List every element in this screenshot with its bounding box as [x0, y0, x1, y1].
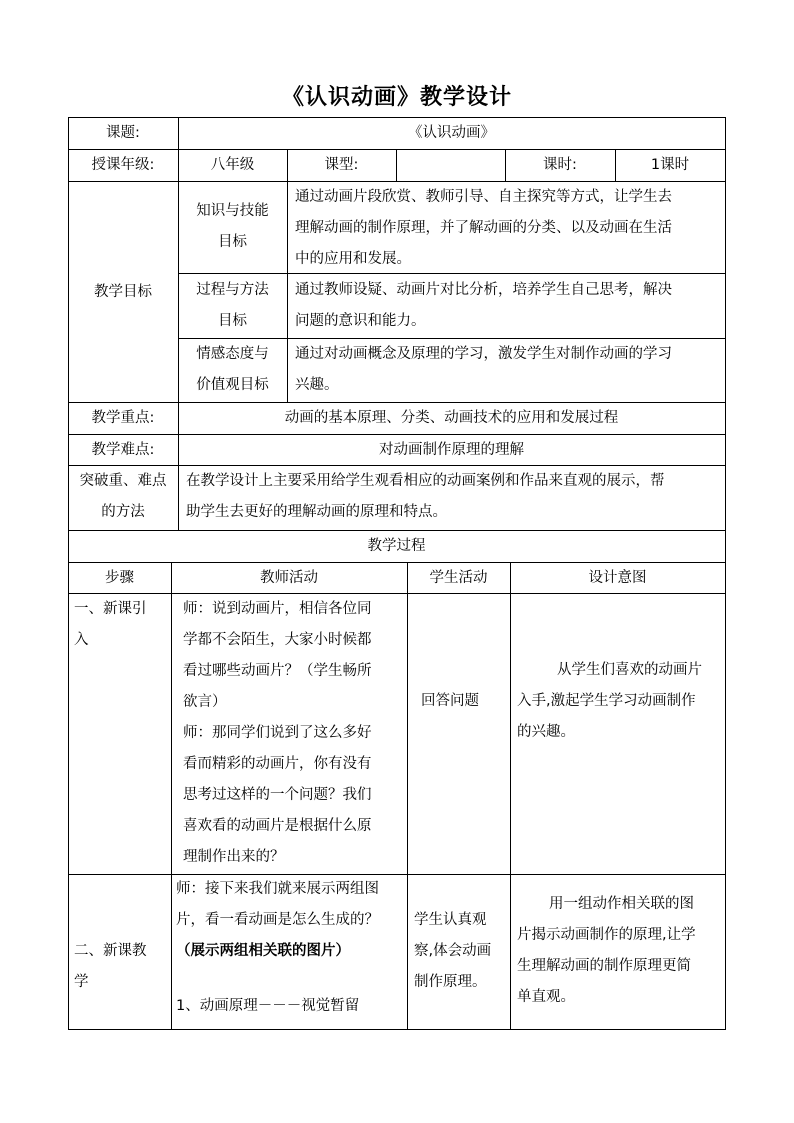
step2-design-intent	[517, 889, 725, 1013]
difficulties-label: 教学难点:	[91, 442, 155, 458]
goal-knowledge-text	[295, 182, 725, 275]
goal-knowledge-line: 理解动画的制作原理，并了解动画的分类、以及动画在生活	[295, 220, 672, 236]
key-points-value: 动画的基本原理、分类、动画技术的应用和发展过程	[284, 410, 619, 426]
hours-label: 课时:	[543, 157, 577, 173]
step1-teacher-line: 喜欢看的动画片是根据什么原	[183, 818, 372, 834]
step1-teacher-line: 看过哪些动画片？（学生畅所	[183, 663, 372, 679]
step1-teacher-line: 师：说到动画片，相信各位同	[183, 601, 372, 617]
goal-process-label-line: 目标	[218, 313, 247, 329]
goal-emotion-line: 通过对动画概念及原理的学习，激发学生对制作动画的学习	[295, 346, 672, 362]
column-header-teacher: 教师活动	[260, 570, 318, 586]
document-title: 《认识动画》教学设计	[281, 85, 512, 110]
step2-teacher-activity	[176, 874, 407, 1022]
hours-value: 1课时	[650, 157, 690, 173]
step2-intent-line: 片揭示动画制作的原理,让学	[517, 927, 696, 943]
step2-name	[74, 936, 171, 998]
step2-intent-line: 单直观。	[517, 989, 575, 1005]
step1-student-activity: 回答问题	[421, 693, 479, 709]
type-label: 课型:	[324, 157, 359, 173]
step2-student-activity	[414, 905, 510, 998]
goal-process-line: 通过教师设疑、动画片对比分析，培养学生自己思考，解决	[295, 282, 672, 298]
step2-intent-line: 生理解动画的制作原理更简	[517, 958, 691, 974]
step1-teacher-line: 思考过这样的一个问题？我们	[183, 787, 372, 803]
step2-intent-line: 用一组动作相关联的图	[549, 896, 694, 912]
step1-teacher-line: 师：那同学们说到了这么多好	[183, 725, 372, 741]
step1-teacher-activity	[183, 594, 407, 873]
step1-name-line: 入	[74, 632, 89, 648]
goal-knowledge-label-line: 目标	[218, 234, 247, 250]
method-line: 在教学设计上主要采用给学生观看相应的动画案例和作品来直观的展示，帮	[186, 473, 665, 489]
grade-label: 授课年级:	[91, 157, 155, 173]
step1-teacher-line: 欲言）	[183, 694, 227, 710]
goal-emotion-text	[295, 339, 725, 401]
grade-value: 八年级	[210, 157, 255, 173]
step1-name-line: 一、新课引	[74, 601, 147, 617]
step2-name-line: 二、新课教	[74, 943, 147, 959]
step1-teacher-line: 学都不会陌生，大家小时候都	[183, 632, 372, 648]
column-header-student: 学生活动	[429, 570, 488, 586]
step2-student-line: 学生认真观	[414, 912, 487, 928]
goal-process-text	[295, 275, 725, 337]
goals-label: 教学目标	[94, 284, 152, 300]
goal-knowledge-line: 中的应用和发展。	[295, 251, 411, 267]
column-header-intent: 设计意图	[588, 570, 647, 586]
step2-student-line: 制作原理。	[414, 974, 487, 990]
method-label-line: 的方法	[101, 504, 145, 520]
method-label	[68, 466, 178, 528]
goal-knowledge-label-line: 知识与技能	[196, 203, 269, 219]
step1-intent-line: 的兴趣。	[517, 724, 575, 740]
goal-knowledge-label	[178, 196, 287, 258]
topic-value: 《认识动画》	[408, 125, 495, 141]
column-header-step: 步骤	[105, 570, 134, 586]
method-label-line: 突破重、难点	[79, 473, 167, 489]
goal-process-label-line: 过程与方法	[196, 282, 269, 298]
difficulties-value: 对动画制作原理的理解	[379, 442, 524, 458]
goal-emotion-label-line: 价值观目标	[196, 377, 269, 393]
method-line: 助学生去更好的理解动画的原理和特点。	[186, 504, 447, 520]
step1-teacher-line: 理制作出来的？	[183, 849, 285, 865]
step1-teacher-line: 看而精彩的动画片，你有没有	[183, 756, 372, 772]
goal-emotion-label	[178, 339, 287, 401]
key-points-label: 教学重点:	[91, 410, 155, 426]
goal-process-label	[178, 275, 287, 337]
topic-label: 课题:	[106, 125, 140, 141]
goal-emotion-label-line: 情感态度与	[196, 346, 269, 362]
step1-intent-line: 入手,激起学生学习动画制作	[517, 693, 696, 709]
step1-design-intent	[517, 655, 725, 748]
step2-name-line: 学	[74, 974, 89, 990]
step2-teacher-line: 师：接下来我们就来展示两组图	[176, 881, 379, 897]
goal-emotion-line: 兴趣。	[295, 377, 339, 393]
process-header: 教学过程	[367, 538, 426, 554]
step2-teacher-emphasis: （展示两组相关联的图片）	[176, 943, 350, 959]
step1-intent-line: 从学生们喜欢的动画片	[557, 662, 702, 678]
step1-name	[74, 594, 171, 656]
step2-student-line: 察,体会动画	[414, 943, 492, 959]
step2-teacher-line: 片，看一看动画是怎么生成的？	[176, 912, 379, 928]
goal-process-line: 问题的意识和能力。	[295, 313, 426, 329]
step2-teacher-subheading: 1、动画原理－－－视觉暂留	[176, 998, 360, 1014]
goal-knowledge-line: 通过动画片段欣赏、教师引导、自主探究等方式，让学生去	[295, 189, 672, 205]
method-text	[186, 466, 725, 528]
